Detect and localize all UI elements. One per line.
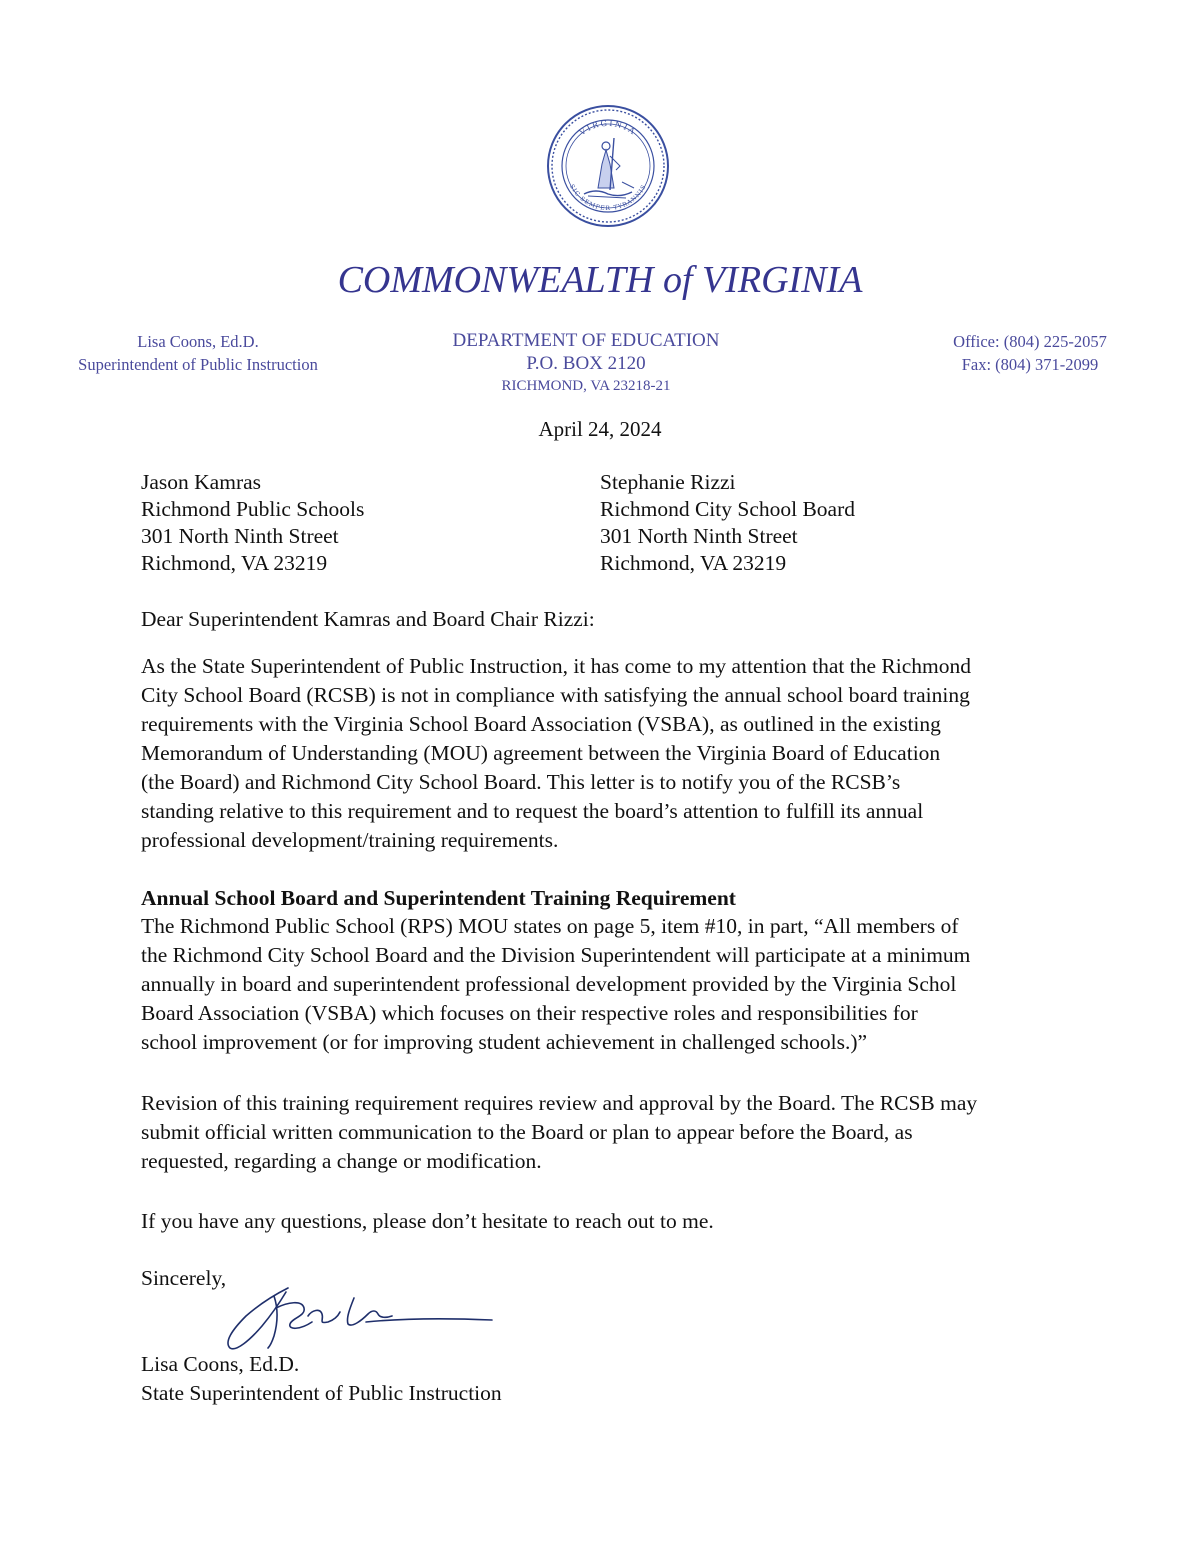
closing: Sincerely, — [141, 1266, 227, 1290]
recipient-name: Stephanie Rizzi — [600, 470, 736, 494]
paragraph-line: City School Board (RCSB) is not in compliance with satisfying the annual school board training — [141, 683, 970, 707]
fax-number: Fax: (804) 371-2099 — [961, 355, 1099, 374]
paragraph-line: requested, regarding a change or modification. — [141, 1149, 542, 1173]
department-city: RICHMOND, VA 23218-21 — [501, 378, 671, 394]
po-box: P.O. BOX 2120 — [526, 353, 646, 374]
paragraph-compliance-notice — [141, 652, 1081, 855]
recipient-org: Richmond City School Board — [600, 497, 856, 521]
paragraph-line: the Richmond City School Board and the Division Superintendent will participate at a minimum — [141, 943, 971, 967]
paragraph-line: professional development/training requirements. — [141, 828, 559, 852]
paragraph-line: Memorandum of Understanding (MOU) agreement between the Virginia Board of Education — [141, 741, 941, 765]
superintendent-name: Lisa Coons, Ed.D. — [137, 332, 259, 351]
virginia-seal-logo — [546, 104, 670, 228]
paragraph-line: standing relative to this requirement and to request the board’s attention to fulfill its annual — [141, 799, 924, 823]
paragraph-line: The Richmond Public School (RPS) MOU states on page 5, item #10, in part, “All members of — [141, 914, 959, 938]
signer-title: State Superintendent of Public Instruction — [141, 1381, 502, 1405]
paragraph-line: (the Board) and Richmond City School Board. This letter is to notify you of the RCSB’s — [141, 770, 901, 794]
letter-date: April 24, 2024 — [538, 417, 662, 441]
svg-text:VIRGINIA: VIRGINIA — [577, 118, 639, 138]
paragraph-line: submit official written communication to the Board or plan to appear before the Board, as — [141, 1120, 913, 1144]
paragraph-line: Board Association (VSBA) which focuses on their respective roles and responsibilities for — [141, 1001, 918, 1025]
recipient-city: Richmond, VA 23219 — [600, 551, 787, 575]
recipient-address-2 — [600, 469, 855, 577]
recipient-street: 301 North Ninth Street — [141, 524, 339, 548]
paragraph-mou-quote — [141, 912, 1081, 1057]
paragraph-line: Revision of this training requirement requires review and approval by the Board. The RCSB may — [141, 1091, 978, 1115]
paragraph-line: school improvement (or for improving student achievement in challenged schools.)” — [141, 1030, 868, 1054]
letterhead-center-block — [386, 329, 786, 397]
recipient-address-1 — [141, 469, 364, 577]
signature-block — [141, 1350, 502, 1408]
office-phone: Office: (804) 225-2057 — [953, 332, 1107, 351]
svg-text:SIC SEMPER TYRANNIS: SIC SEMPER TYRANNIS — [568, 183, 648, 213]
superintendent-title: Superintendent of Public Instruction — [78, 355, 318, 374]
paragraph-line: requirements with the Virginia School Board Association (VSBA), as outlined in the existing — [141, 712, 941, 736]
signer-name: Lisa Coons, Ed.D. — [141, 1352, 300, 1376]
section-heading: Annual School Board and Superintendent Training Requirement — [141, 886, 736, 910]
paragraph-questions: If you have any questions, please don’t hesitate to reach out to me. — [141, 1209, 714, 1233]
recipient-street: 301 North Ninth Street — [600, 524, 798, 548]
letterhead-left-block — [40, 330, 356, 376]
paragraph-revision — [141, 1089, 1081, 1176]
department-name: DEPARTMENT OF EDUCATION — [452, 330, 720, 351]
recipient-org: Richmond Public Schools — [141, 497, 365, 521]
letterhead-right-block — [920, 330, 1140, 376]
paragraph-line: annually in board and superintendent professional development provided by the Virginia Schol — [141, 972, 957, 996]
paragraph-line: As the State Superintendent of Public Instruction, it has come to my attention that the Richmond — [141, 654, 971, 678]
handwritten-signature — [216, 1278, 500, 1358]
recipient-city: Richmond, VA 23219 — [141, 551, 328, 575]
recipient-name: Jason Kamras — [141, 470, 262, 494]
letterhead-title: COMMONWEALTH of VIRGINIA — [337, 259, 863, 301]
salutation: Dear Superintendent Kamras and Board Chair Rizzi: — [141, 607, 595, 631]
